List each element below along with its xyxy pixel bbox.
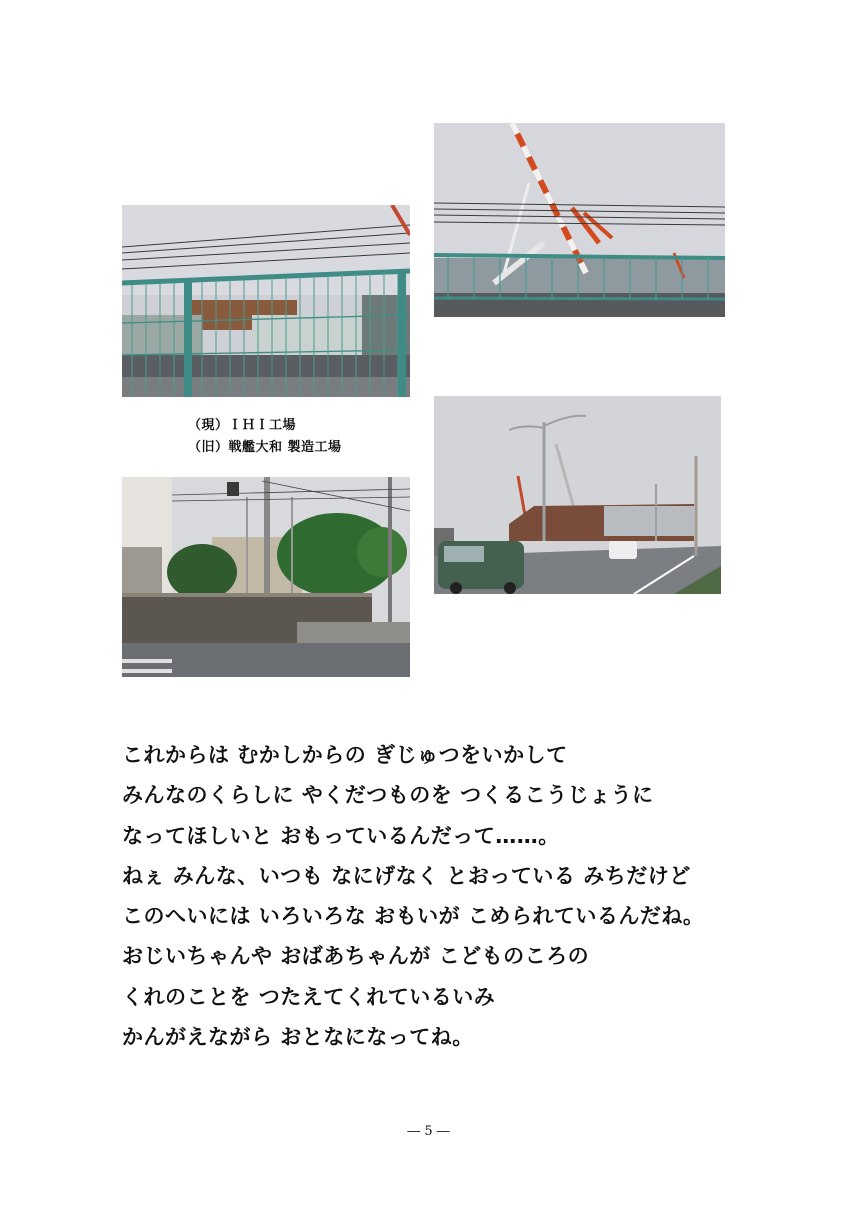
caption-current: （現）ＩＨＩ工場 xyxy=(188,418,297,433)
body-line: くれのことを つたえてくれているいみ xyxy=(122,984,496,1009)
body-line: ねぇ みんな、いつも なにげなく とおっている みちだけど xyxy=(122,863,691,888)
body-line: これからは むかしからの ぎじゅつをいかして xyxy=(122,743,568,767)
caption-former: （旧）戦艦大和 製造工場 xyxy=(188,440,342,455)
crane-photo xyxy=(434,123,725,317)
wall-street-photo xyxy=(122,477,410,677)
road-shipyard-photo xyxy=(434,396,721,594)
body-line: このへいには いろいろな おもいが こめられているんだね。 xyxy=(122,904,705,929)
page-number: ― 5 ― xyxy=(407,1124,450,1139)
body-text xyxy=(122,735,704,1057)
body-line: みんなのくらしに やくだつものを つくるこうじょうに xyxy=(122,783,654,808)
body-line: かんがえながら おとなになってね。 xyxy=(122,1025,474,1050)
body-line: なってほしいと おもっているんだって……。 xyxy=(122,823,560,848)
fence-shipyard-photo xyxy=(122,205,410,397)
photo-caption xyxy=(188,415,342,459)
body-line: おじいちゃんや おばあちゃんが こどものころの xyxy=(122,944,590,969)
